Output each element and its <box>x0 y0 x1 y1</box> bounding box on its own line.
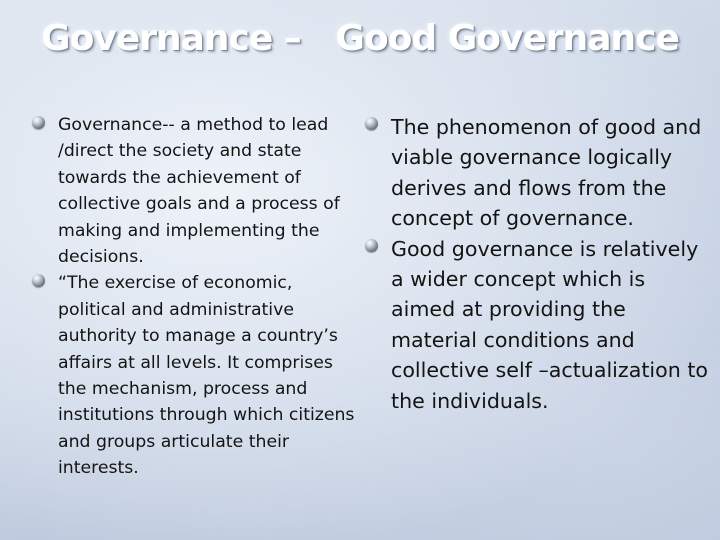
slide-title: Governance – Good Governance <box>41 18 679 59</box>
bullet-text: “The exercise of economic, political and administrative authority to manage a country’s affairs at all levels. It comprises the mechanism, process and institutions through which citizens and groups articulate their interests. <box>58 273 355 479</box>
bullet-text: Good governance is relatively a wider concept which is aimed at providing the material conditions and collective self –actualization to the individuals. <box>391 236 709 413</box>
right-bullet-item <box>365 234 710 416</box>
left-bullet-list <box>32 112 362 482</box>
sphere-bullet-icon <box>365 117 378 130</box>
bullet-text: Governance-- a method to lead /direct the society and state towards the achievement of collective goals and a process of making and implementing the decisions. <box>58 115 340 268</box>
left-bullet-item <box>32 270 362 481</box>
bullet-text: The phenomenon of good and viable governance logically derives and flows from the concept of governance. <box>391 115 702 231</box>
right-bullet-item <box>365 112 710 234</box>
sphere-bullet-icon <box>365 239 378 252</box>
sphere-bullet-icon <box>32 116 45 129</box>
right-bullet-list <box>365 112 710 416</box>
left-bullet-item <box>32 112 362 270</box>
sphere-bullet-icon <box>32 274 45 287</box>
